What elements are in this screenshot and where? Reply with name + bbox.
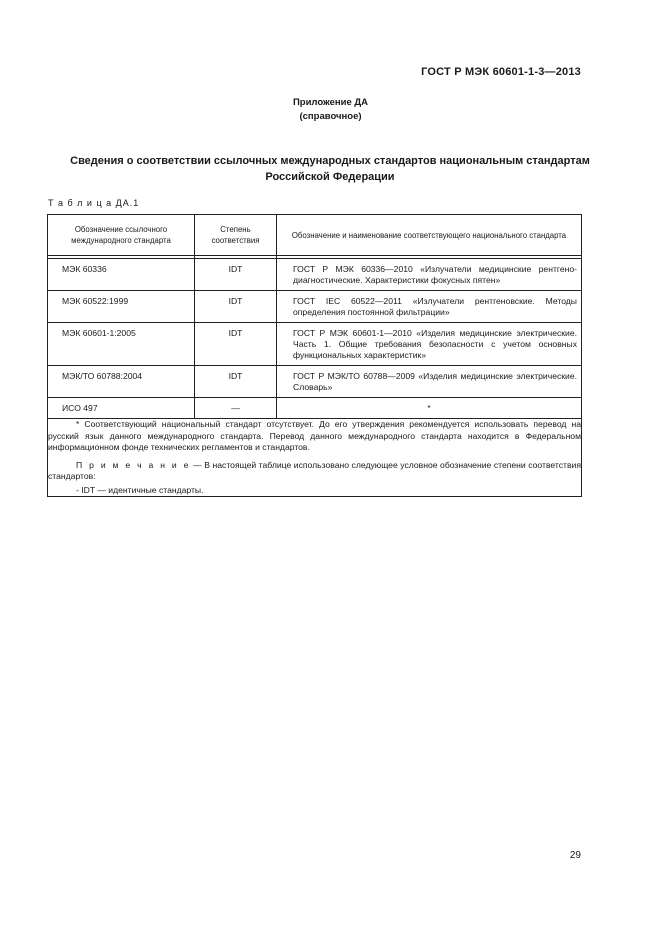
header-ref-line-2: международного стандарта: [71, 236, 171, 245]
note: [48, 460, 581, 483]
table-footer-row: [48, 419, 582, 497]
note-label: П р и м е ч а н и е: [76, 459, 191, 470]
cell-national: [277, 259, 582, 291]
cell-degree: IDT: [195, 323, 277, 366]
cell-ref: МЭК/ТО 60788:2004: [48, 366, 195, 398]
section-title-line-2: Российской Федерации: [265, 171, 395, 183]
table-row: [48, 291, 582, 323]
cell-ref: ИСО 497: [48, 398, 195, 419]
cell-ref: МЭК 60601-1:2005: [48, 323, 195, 366]
annex-heading: [0, 96, 661, 124]
cell-national: [277, 323, 582, 366]
header-degree: [195, 215, 277, 256]
table-row: [48, 398, 582, 419]
page-number: 29: [569, 850, 581, 861]
header-ref-line-1: Обозначение ссылочного: [74, 225, 168, 234]
table-row: [48, 259, 582, 291]
section-title-line-1: Сведения о соответствии ссылочных международных стандартов национальным стандартам: [70, 155, 590, 167]
cell-national-text: ГОСТ Р МЭК 60336—2010 «Излучатели медицинские рентгено-диагностические. Характеристики фокусных пятен»: [293, 264, 577, 285]
cell-national-text: ГОСТ Р МЭК 60601-1—2010 «Изделия медицинские электрические. Часть 1. Общие требования безопасности с учетом основных функциональных характеристик»: [293, 328, 577, 360]
cell-ref: МЭК 60522:1999: [48, 291, 195, 323]
header-degree-line-2: соответствия: [211, 236, 260, 245]
cell-ref: МЭК 60336: [48, 259, 195, 291]
table-caption: Т а б л и ц а ДА.1: [48, 198, 140, 208]
header-national-standard: Обозначение и наименование соответствующего национального стандарта: [277, 215, 582, 256]
section-title: [40, 153, 620, 185]
cell-national-text: ГОСТ IEC 60522—2011 «Излучатели рентгеновские. Методы определения постоянной фильтрации»: [293, 296, 577, 317]
cell-national: *: [277, 398, 582, 419]
cell-degree: —: [195, 398, 277, 419]
note-item: - IDT — идентичные стандарты.: [76, 484, 204, 495]
document-code: ГОСТ Р МЭК 60601-1-3—2013: [421, 66, 581, 78]
footnote: * Соответствующий национальный стандарт отсутствует. До его утверждения рекомендуется использовать перевод на русский язык данного международного стандарта. Перевод данного международного стандарта находится в Федеральном информационном фонде технических регламентов и стандартов.: [48, 419, 581, 452]
cell-degree: IDT: [195, 259, 277, 291]
annex-title: Приложение ДА: [292, 97, 369, 108]
table-row: [48, 323, 582, 366]
cell-degree: IDT: [195, 291, 277, 323]
annex-subtitle: (справочное): [299, 111, 362, 122]
cell-national-text: ГОСТ Р МЭК/ТО 60788—2009 «Изделия медицинские электрические. Словарь»: [293, 371, 577, 392]
note-text: — В настоящей таблице использовано следующее условное обозначение степени соответствия стандартов:: [48, 459, 581, 481]
table-header-row: [48, 215, 582, 256]
table-row: [48, 366, 582, 398]
cell-national: [277, 291, 582, 323]
cell-national: [277, 366, 582, 398]
standards-table: [47, 214, 582, 497]
header-ref-standard: [48, 215, 195, 256]
table-footer: [48, 419, 582, 497]
cell-degree: IDT: [195, 366, 277, 398]
header-degree-line-1: Степень: [220, 225, 251, 234]
